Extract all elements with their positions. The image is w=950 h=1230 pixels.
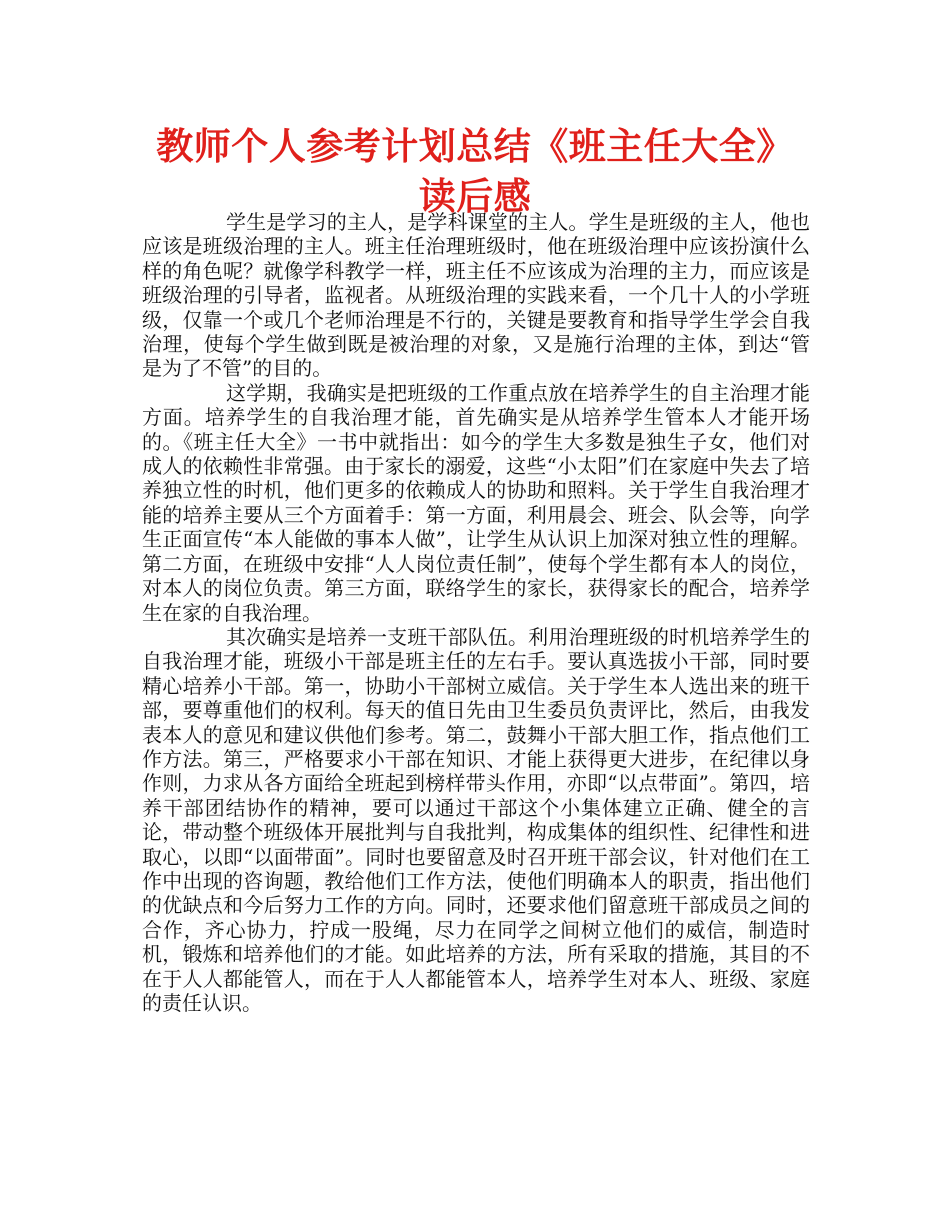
document-title: 教师个人参考计划总结《班主任大全》读后感: [156, 125, 794, 218]
paragraph-2: 这学期，我确实是把班级的工作重点放在培养学生的自主治理才能方面。培养学生的自我治理才能，首先确实是从培养学生管本人才能开场的。《班主任大全》一书中就指出：如今的学生大多数是独生子女，他们对成人的依赖性非常强。由于家长的溺爱，这些“小太阳”们在家庭中失去了培养独立性的时机，他们更多的依赖成人的协助和照料。关于学生自我治理才能的培养主要从三个方面着手：第一方面，利用晨会、班会、队会等，向学生正面宣传“本人能做的事本人做”，让学生从认识上加深对独立性的理解。第二方面，在班级中安排“人人岗位责任制”，使每个学生都有本人的岗位，对本人的岗位负责。第三方面，联络学生的家长，获得家长的配合，培养学生在家的自我治理。: [142, 380, 810, 625]
paragraph-3: 其次确实是培养一支班干部队伍。利用治理班级的时机培养学生的自我治理才能，班级小干部是班主任的左右手。要认真选拔小干部，同时要精心培养小干部。第一，协助小干部树立威信。关于学生本人选出来的班干部，要尊重他们的权利。每天的值日先由卫生委员负责评比，然后，由我发表本人的意见和建议供他们参考。第二，鼓舞小干部大胆工作，指点他们工作方法。第三，严格要求小干部在知识、才能上获得更大进步，在纪律以身作则，力求从各方面给全班起到榜样带头作用，亦即“以点带面”。第四，培养干部团结协作的精神，要可以通过干部这个小集体建立正确、健全的言论，带动整个班级体开展批判与自我批判，构成集体的组织性、纪律性和进取心，以即“以面带面”。同时也要留意及时召开班干部会议，针对他们在工作中出现的咨询题，教给他们工作方法，使他们明确本人的职责，指出他们的优缺点和今后努力工作的方向。同时，还要求他们留意班干部成员之间的合作，齐心协力，拧成一股绳，尽力在同学之间树立他们的威信，制造时机，锻炼和培养他们的才能。如此培养的方法，所有采取的措施，其目的不在于人人都能管人，而在于人人都能管本人，培养学生对本人、班级、家庭的责任认识。: [142, 624, 810, 1015]
document-body: [142, 210, 810, 1015]
paragraph-1: 学生是学习的主人，是学科课堂的主人。学生是班级的主人，他也应该是班级治理的主人。班主任治理班级时，他在班级治理中应该扮演什么样的角色呢？就像学科教学一样，班主任不应该成为治理的主力，而应该是班级治理的引导者，监视者。从班级治理的实践来看，一个几十人的小学班级，仅靠一个或几个老师治理是不行的，关键是要教育和指导学生学会自我治理，使每个学生做到既是被治理的对象，又是施行治理的主体，到达“管是为了不管”的目的。: [142, 210, 810, 381]
